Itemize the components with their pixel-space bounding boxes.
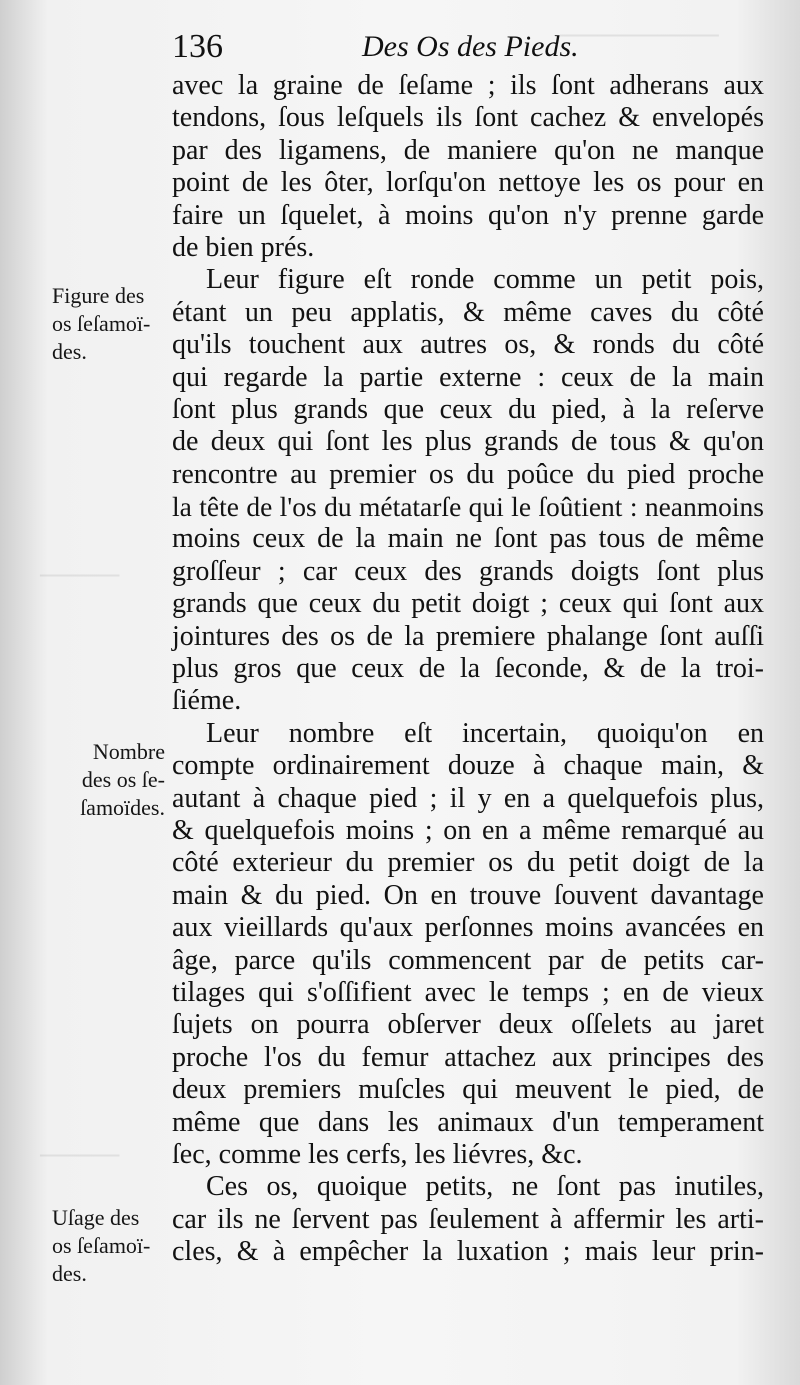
margin-note-line: des os ſe- (81, 767, 165, 792)
margin-note-nombre (40, 738, 165, 822)
text-line: ſujets on pourra obſerver deux oſſelets au jaret (172, 1009, 764, 1041)
text-line: ſont plus grands que ceux du pied, à la reſerve (172, 393, 764, 425)
body-text (172, 70, 764, 1268)
text-line: la tête de l'os du métatarſe qui le ſoûtient : neanmoins (172, 491, 764, 523)
margin-note-line: Nombre (92, 739, 165, 764)
text-line: ſec, comme les cerfs, les liévres, &c. (172, 1138, 583, 1170)
text-line: de bien prés. (172, 231, 315, 263)
text-line: autant à chaque pied ; il y en a quelquefois plus, (172, 782, 764, 814)
text-line: côté exterieur du premier os du petit doigt de la (172, 847, 764, 879)
text-line: plus gros que ceux de la ſeconde, & de la troi- (172, 653, 764, 685)
text-line: tilages qui s'oſſifient avec le temps ; en de vieux (172, 976, 764, 1008)
margin-note-line: Figure des (52, 283, 145, 308)
text-line: de deux qui ſont les plus grands de tous & qu'on (172, 426, 764, 458)
paragraph-start-line: Leur nombre eſt incertain, quoiqu'on en (206, 717, 764, 749)
margin-note-usage (52, 1204, 177, 1288)
text-line: point de les ôter, lorſqu'on nettoye les os pour en (172, 167, 764, 199)
paragraph-start-line: Leur figure eſt ronde comme un petit pois, (206, 264, 764, 296)
text-line: main & du pied. On en trouve ſouvent davantage (172, 879, 764, 911)
text-line: qu'ils touchent aux autres os, & ronds du côté (172, 329, 764, 361)
text-line: tendons, ſous leſquels ils ſont cachez & envelopés (172, 102, 764, 134)
text-line: & quelquefois moins ; on en a même remarqué au (172, 814, 764, 846)
text-line: même que dans les animaux d'un temperament (172, 1106, 764, 1138)
margin-note-line: Uſage des (52, 1205, 140, 1230)
text-line: âge, parce qu'ils commencent par de petits car- (172, 944, 764, 976)
margin-note-figure (52, 282, 177, 366)
text-line: jointures des os de la premiere phalange ſont auſſi (172, 620, 764, 652)
text-line: faire un ſquelet, à moins qu'on n'y prenne garde (172, 199, 764, 231)
text-line: grands que ceux du petit doigt ; ceux qui ſont aux (172, 588, 764, 620)
running-title: Des Os des Pieds. (362, 30, 579, 63)
text-line: étant un peu applatis, & même caves du côté (172, 296, 764, 328)
margin-note-line: des. (52, 339, 87, 364)
bleed-through-decoration: ──── (40, 560, 120, 591)
text-line: groſſeur ; car ceux des grands doigts ſont plus (172, 555, 764, 587)
margin-note-line: os ſeſamoï- (52, 311, 151, 336)
text-line: car ils ne ſervent pas ſeulement à affermir les arti- (172, 1203, 764, 1235)
margin-note-line: os ſeſamoï- (52, 1233, 151, 1258)
text-line: cles, & à empêcher la luxation ; mais leur prin- (172, 1236, 764, 1268)
text-line: qui regarde la partie externe : ceux de la main (172, 361, 764, 393)
margin-note-line: des. (52, 1261, 87, 1286)
page-number: 136 (172, 28, 223, 65)
text-line: ſiéme. (172, 685, 242, 717)
margin-note-line: ſamoïdes. (80, 795, 165, 820)
text-line: deux premiers muſcles qui meuvent le pied, de (172, 1074, 764, 1106)
text-line: rencontre au premier os du poûce du pied proche (172, 458, 764, 490)
paragraph-start-line: Ces os, quoique petits, ne ſont pas inutiles, (206, 1171, 764, 1203)
text-line: par des ligamens, de maniere qu'on ne manque (172, 134, 764, 166)
text-line: compte ordinairement douze à chaque main, & (172, 750, 764, 782)
text-line: proche l'os du femur attachez aux principes des (172, 1041, 764, 1073)
text-line: moins ceux de la main ne ſont pas tous de même (172, 523, 764, 555)
text-line: aux vieillards qu'aux perſonnes moins avancées en (172, 912, 764, 944)
bleed-through-decoration: ──────── (560, 20, 719, 51)
text-line: avec la graine de ſeſame ; ils ſont adherans aux (172, 70, 764, 101)
bleed-through-decoration: ──── (40, 1140, 120, 1171)
